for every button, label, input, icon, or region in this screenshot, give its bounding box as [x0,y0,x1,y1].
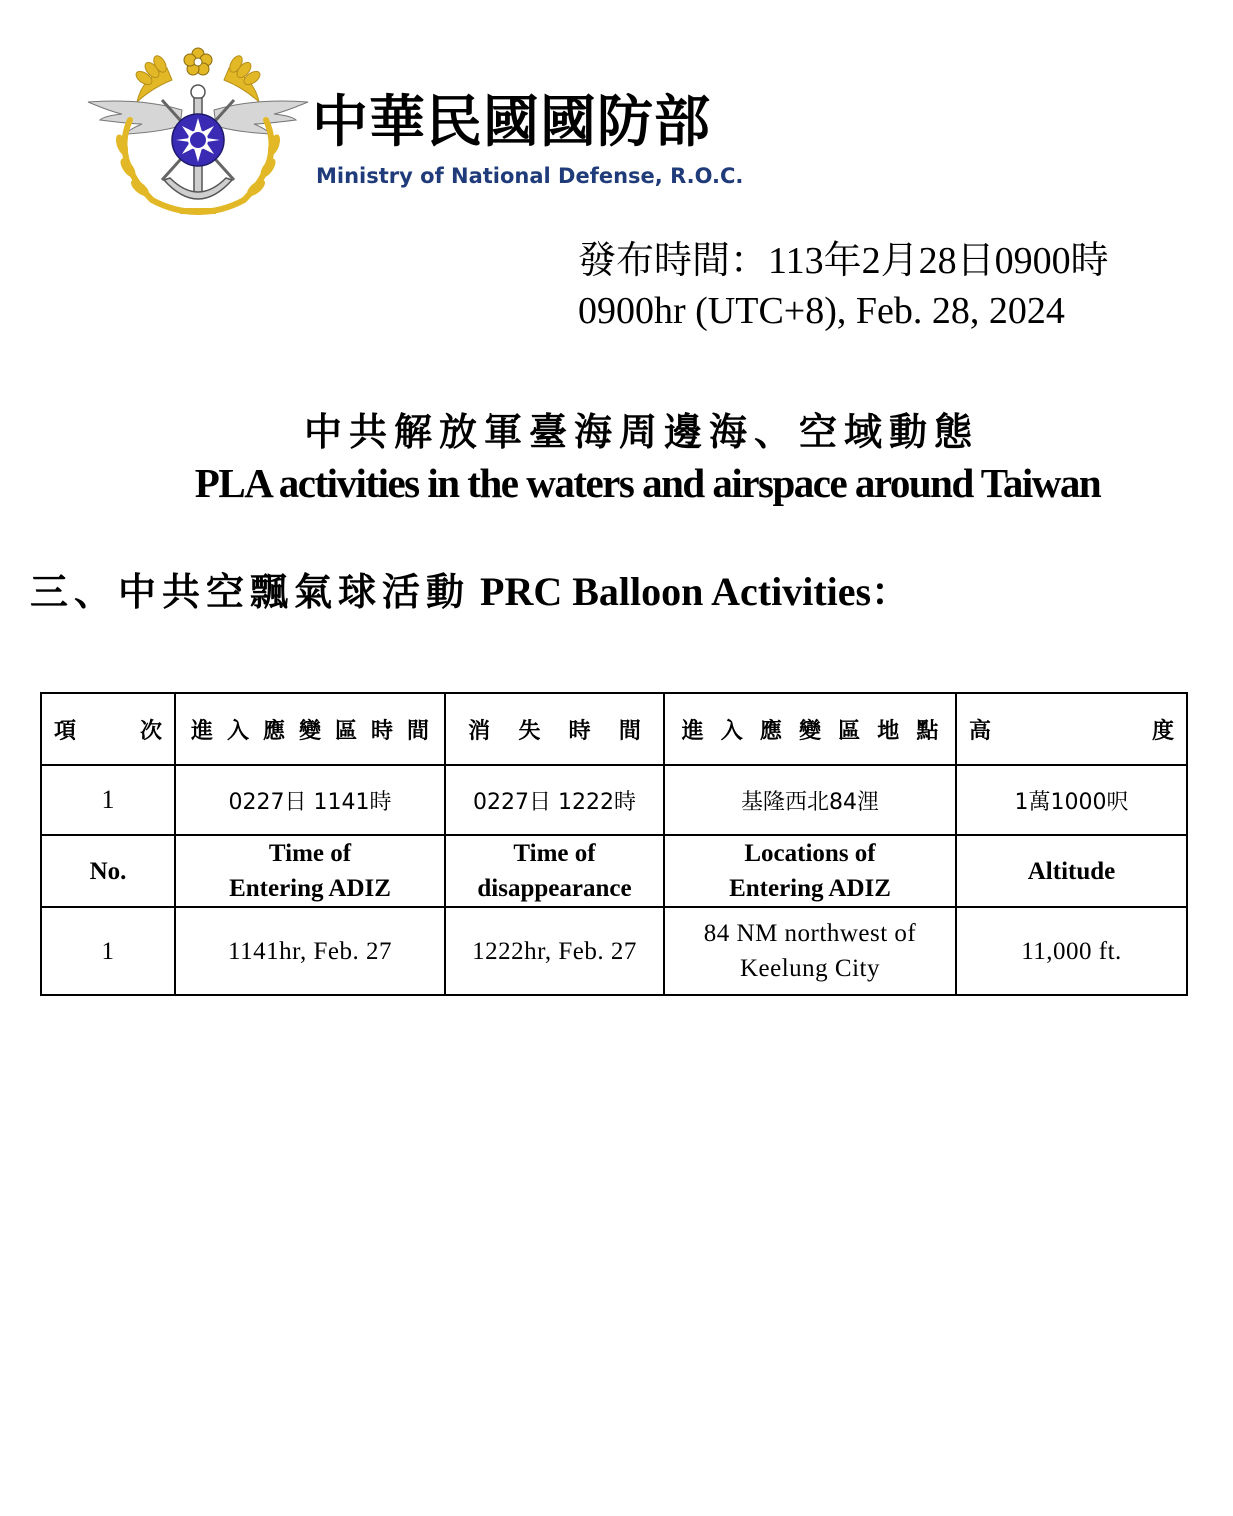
table-header-cell [175,693,445,765]
table-header-cell [445,693,664,765]
table-header-cell [956,693,1187,765]
table-cell [664,907,956,995]
table-cell [956,907,1187,995]
table-header-row-zh [41,693,1187,765]
organization-name-en: Ministry of National Defense, R.O.C. [316,164,744,188]
section-heading [30,565,915,619]
header-char: 時 [568,718,591,744]
balloon-activity-table [40,692,1188,996]
header-char: 應 [262,718,285,744]
spread-text [961,714,1182,745]
section-heading-en: PRC Balloon Activities [470,569,872,614]
release-time-block [578,236,1109,336]
header-char: 間 [406,718,429,744]
cell-line: Keelung City [739,955,880,982]
header-char: 進 [681,718,704,744]
header-char: 進 [190,718,213,744]
header-char: 地 [877,718,900,744]
header-char: 項 [54,718,77,744]
header-char: 度 [1151,718,1174,744]
header-char: 間 [618,718,641,744]
cell-line: No. [89,857,127,885]
mnd-emblem-logo [82,40,314,220]
table-cell: 基隆西北84浬 [664,765,956,835]
cell-line: 11,000 ft. [1021,937,1122,965]
table-cell: 0227日 1141時 [175,765,445,835]
table-header-cell [175,835,445,907]
cell-line: Time of [268,840,352,867]
header-char: 入 [720,718,743,744]
cell-line: Entering ADIZ [229,875,391,902]
spread-text [46,714,170,745]
table-cell [445,907,664,995]
cell-line: Locations of [744,840,876,867]
organization-name-zh: 中華民國國防部 [312,90,711,155]
header-char: 次 [139,718,162,744]
header-char: 失 [518,718,541,744]
header-char: 入 [226,718,249,744]
table-cell: 1 [41,765,175,835]
cell-line: 84 NM northwest of [703,920,917,947]
cell-line: 1 [101,937,115,965]
header-char: 時 [370,718,393,744]
cell-line: Altitude [1027,857,1116,885]
header-char: 區 [838,718,861,744]
table-row-en [41,907,1187,995]
header-char: 區 [334,718,357,744]
cell-line: Time of [513,840,596,867]
section-heading-zh: 三、中共空飄氣球活動 [30,570,471,614]
table-header-row-en [41,835,1187,907]
table-header-cell [445,835,664,907]
spread-text [180,714,440,745]
table-header-cell [664,693,956,765]
header-char: 應 [759,718,782,744]
table-header-cell [956,835,1187,907]
header-char: 高 [969,718,992,744]
header-char: 消 [468,718,491,744]
header-char: 變 [798,718,821,744]
cell-line: disappearance [477,875,632,902]
header-char: 變 [298,718,321,744]
table-header-cell [41,835,175,907]
table-cell: 1萬1000呎 [956,765,1187,835]
spread-text [450,714,659,745]
cell-line: 1222hr, Feb. 27 [472,937,637,965]
table-cell [175,907,445,995]
cell-line: Entering ADIZ [729,875,891,902]
table-row-zh [41,765,1187,835]
table-cell [41,907,175,995]
release-time-zh: 發布時間：113年2月28日0900時 [578,240,1109,282]
spread-text [669,714,951,745]
document-title-en: PLA activities in the waters and airspace around Taiwan [194,460,1101,506]
table-header-cell [41,693,175,765]
table-header-cell [664,835,956,907]
cell-line: 1141hr, Feb. 27 [228,937,392,965]
table-cell: 0227日 1222時 [445,765,664,835]
section-heading-colon: ： [871,570,916,614]
header-char: 點 [916,718,939,744]
document-title-zh: 中共解放軍臺海周邊海、空域動態 [303,410,979,454]
release-time-en: 0900hr (UTC+8), Feb. 28, 2024 [578,290,1065,332]
